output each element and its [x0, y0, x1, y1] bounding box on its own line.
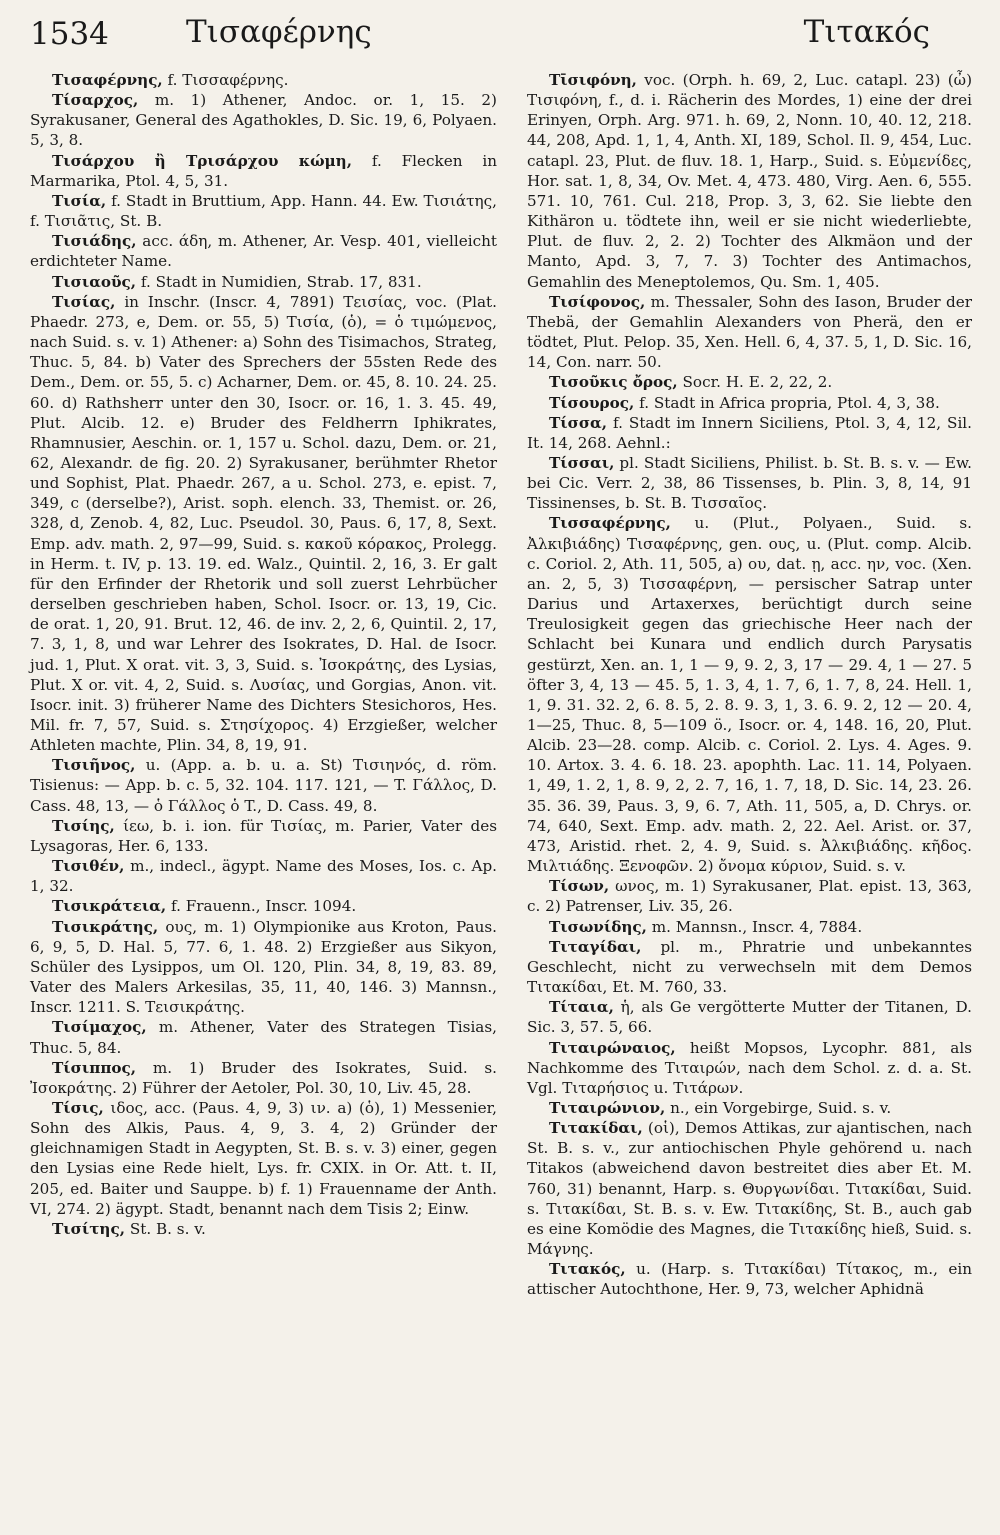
dictionary-entry	[30, 272, 497, 292]
entry-headword: Τισιάδης,	[52, 232, 137, 251]
dictionary-entry	[30, 755, 497, 815]
right-running-head: Τιτακός	[803, 14, 930, 50]
entry-headword: Τισίφονος,	[549, 292, 646, 311]
entry-headword: Τῑσιφόνη,	[549, 71, 637, 89]
entry-headword: Τισικράτεια,	[52, 897, 167, 916]
entry-headword: Τιταιρώναιος,	[549, 1038, 676, 1057]
entry-headword: Τισοῦκις ὄρος,	[549, 373, 678, 392]
entry-headword: Τιτακός,	[549, 1260, 626, 1279]
dictionary-entry	[30, 896, 497, 916]
entry-text: u. (Harp. s. Τιτακίδαι) Τίτακος, m., ein attischer Autochthone, Her. 9, 73, welcher Aphidnä	[527, 1260, 972, 1299]
left-running-head: Τισαφέρνης	[186, 14, 372, 50]
dictionary-entry	[30, 70, 497, 90]
entry-text: acc. άδη, m. Athener, Ar. Vesp. 401, vielleicht erdichteter Name.	[30, 232, 497, 271]
entry-text: heißt Mopsos, Lycophr. 881, als Nachkomme des Τιταιρών, nach dem Schol. z. d. a. St. Vgl. Τιταρήσιος u. Τιτάρων.	[527, 1038, 972, 1097]
entry-text: ωνος, m. 1) Syrakusaner, Plat. epist. 13, 363, c. 2) Patrenser, Liv. 35, 26.	[527, 877, 972, 916]
dictionary-entry	[527, 876, 972, 916]
dictionary-entry	[30, 1098, 497, 1219]
entry-headword: Τίσων,	[549, 877, 610, 896]
entry-headword: Τίσαρχος,	[52, 91, 139, 110]
left-column	[30, 70, 497, 1239]
entry-headword: Τισαφέρνης,	[52, 71, 163, 89]
dictionary-entry	[30, 1017, 497, 1057]
entry-headword: Τισιαοῦς,	[52, 272, 137, 291]
dictionary-entry	[527, 393, 972, 413]
entry-text: n., ein Vorgebirge, Suid. s. v.	[665, 1098, 892, 1117]
entry-headword: Τίσσαι,	[549, 453, 615, 472]
entry-headword: Τίσουρος,	[549, 393, 635, 412]
dictionary-entry	[527, 1118, 972, 1259]
dictionary-entry	[527, 70, 972, 292]
entry-text: m. Athener, Vater des Strategen Tisias, Thuc. 5, 84.	[30, 1018, 497, 1057]
dictionary-entry	[30, 1219, 497, 1239]
entry-text: voc. (Orph. h. 69, 2, Luc. catapl. 23) (ὦ) Τισιφόνη, f., d. i. Rächerin des Mordes, 1) eine der drei Erinyen, Orph. Arg. 971. h. 69, 2, Nonn. 10, 40. 12, 218. 44, 208, Apd. 1, 1, 4, Anth. XI, 189, Schol. Il. 9, 454, Luc. catapl. 23, Plut. de fluv. 18. 1, Harp., Suid. s. Εὐμενίδες, Hor. sat. 1, 8, 34, Ov. Met. 4, 473. 480, Virg. Aen. 6, 555. 571. 10, 761. Cul. 218, Prop. 3, 3, 62. Sie liebte den Kithäron u. tödtete ihn, weil er sie nicht wiederliebte, Plut. de fluv. 2, 2. 2) Tochter des Alkmäon und der Manto, Apd. 3, 7, 7. 3) Tochter des Antimachos, Gemahlin des Meneptolemos, Qu. Sm. 1, 405.	[527, 71, 972, 291]
entry-headword: Τίσιππος,	[52, 1058, 137, 1077]
page-number: 1534	[30, 16, 109, 52]
entry-text: f. Stadt im Innern Siciliens, Ptol. 3, 4, 12, Sil. It. 14, 268. Aehnl.:	[527, 413, 972, 452]
entry-text: ίεω, b. i. ion. für Τισίας, m. Parier, Vater des Lysagoras, Her. 6, 133.	[30, 816, 497, 855]
dictionary-entry	[527, 937, 972, 997]
entry-text: f. Τισσαφέρνης.	[162, 71, 289, 89]
dictionary-entry	[30, 917, 497, 1018]
entry-text: f. Stadt in Africa propria, Ptol. 4, 3, 38.	[634, 393, 940, 412]
entry-text: u. (Plut., Polyaen., Suid. s. Ἀλκιβιάδης) Τισαφέρνης, gen. ους, u. (Plut. comp. Alcib. c. Coriol. 2, Ath. 11, 505, a) ου, dat. ῃ, acc. ην, voc. (Xen. an. 2, 5, 3) Τισσαφέρνη, — persischer Satrap unter Darius und Artaxerxes, berüchtigt durch seine Treulosigkeit gegen das griechische Heer nach der Schlacht bei Kunara und endlich durch Parysatis gestürzt, Xen. an. 1, 1 — 9, 9. 2, 3, 17 — 29. 4, 1 — 27. 5 öfter 3, 4, 13 — 45. 5, 1. 3, 4, 1. 7, 6, 1. 7, 8, 24. Hell. 1, 1, 9. 31. 32. 2, 6. 8. 5, 2. 8. 9. 3, 1, 3. 6. 9. 2, 12 — 20. 4, 1—25, Thuc. 8, 5—109 ö., Isocr. or. 4, 148. 16, 20, Plut. Alcib. 23—28. comp. Alcib. c. Coriol. 2. Lys. 4. Ages. 9. 10. Artox. 3. 4. 6. 18. 23. apophth. Lac. 11. 14, Polyaen. 1, 49, 1. 2, 1, 8. 9, 2, 2. 7, 16, 1. 7, 18, D. Sic. 14, 23. 26. 35. 36. 39, Paus. 3, 9, 6. 7, Ath. 11, 505, a, D. Chrys. or. 74, 640, Sext. Emp. adv. math. 2, 22. Ael. Arist. or. 37, 473, Aristid. rhet. 2, 4. 9, Suid. s. Ἀλκιβιάδης. κῆδος. Μιλτιάδης. Ξενοφῶν. 2) ὄνομα κύριον, Suid. s. v.	[527, 514, 972, 876]
entry-headword: Τισάρχου ἢ Τρισάρχου κώμη,	[52, 151, 352, 170]
dictionary-entry	[527, 513, 972, 876]
entry-headword: Τισιῆνος,	[52, 756, 136, 775]
entry-headword: Τίσις,	[52, 1098, 104, 1117]
dictionary-entry	[30, 90, 497, 150]
entry-text: ιδος, acc. (Paus. 4, 9, 3) ιν. a) (ὁ), 1) Messenier, Sohn des Alkis, Paus. 4, 9, 3. 4, 2) Gründer der gleichnamigen Stadt in Aegypten, St. B. s. v. 3) einer, gegen den Lysias eine Rede hielt, Lys. fr. CXIX. in Or. Att. t. II, 205, ed. Baiter und Sauppe. b) f. 1) Frauenname der Anth. VI, 274. 2) ägypt. Stadt, benannt nach dem Tisis 2; Einw.	[30, 1098, 497, 1218]
entry-headword: Τιτακίδαι,	[549, 1119, 643, 1138]
entry-text: in Inschr. (Inscr. 4, 7891) Τεισίας, voc. (Plat. Phaedr. 273, e, Dem. or. 55, 5) Τισία, (ὁ), = ὁ τιμώμενος, nach Suid. s. v. 1) Athener: a) Sohn des Tisimachos, Strateg, Thuc. 5, 84. b) Vater des Sprechers der 55sten Rede des Dem., Dem. or. 55, 5. c) Acharner, Dem. or. 45, 8. 10. 24. 25. 60. d) Rathsherr unter den 30, Isocr. or. 16, 1. 3. 45. 49, Plut. Alcib. 12. e) Bruder des Feldherrn Iphikrates, Rhamnusier, Aeschin. or. 1, 157 u. Schol. dazu, Dem. or. 21, 62, Alexandr. de fig. 20. 2) Syrakusaner, berühmter Rhetor und Sophist, Plat. Phaedr. 267, a u. Schol. 273, e. epist. 7, 349, c (derselbe?), Arist. soph. elench. 33, Themist. or. 26, 328, d, Zenob. 4, 82, Luc. Pseudol. 30, Paus. 6, 17, 8, Sext. Emp. adv. math. 2, 97—99, Suid. s. κακοῦ κόρακος, Prolegg. in Herm. t. IV, p. 13. 19. ed. Walz., Quintil. 2, 16, 3. Er galt für den Erfinder der Rhetorik und soll zuerst Lehrbücher derselben geschrieben haben, Schol. Isocr. or. 13, 19, Cic. de orat. 1, 20, 91. Brut. 12, 46. de inv. 2, 2, 6, Quintil. 2, 17, 7. 3, 1, 8, und war Lehrer des Isokrates, D. Hal. de Isocr. jud. 1, Plut. X orat. vit. 3, 3, Suid. s. Ἰσοκράτης, des Lysias, Plut. X or. vit. 4, 2, Suid. s. Λυσίας, und Gorgias, Anon. vit. Isocr. init. 3) früherer Name des Dichters Stesichoros, Hes. Mil. fr. 7, 57, Suid. s. Στησίχορος. 4) Erzgießer, welcher Athleten machte, Plin. 34, 8, 19, 91.	[30, 292, 497, 755]
entry-text: St. B. s. v.	[125, 1219, 206, 1238]
dictionary-entry	[30, 151, 497, 191]
right-column	[527, 70, 972, 1300]
entry-text: m., indecl., ägypt. Name des Moses, Ios. c. Ap. 1, 32.	[30, 857, 497, 896]
entry-headword: Τισίμαχος,	[52, 1018, 147, 1037]
dictionary-entry	[527, 997, 972, 1037]
entry-headword: Τισσαφέρνης,	[549, 514, 671, 533]
entry-headword: Τισιθέν,	[52, 857, 125, 876]
dictionary-entry	[527, 413, 972, 453]
entry-headword: Τισίης,	[52, 816, 115, 835]
entry-headword: Τίσσα,	[549, 413, 608, 432]
page-header	[30, 14, 970, 60]
entry-headword: Τισικράτης,	[52, 917, 159, 936]
entry-text: pl. Stadt Siciliens, Philist. b. St. B. s. v. — Ew. bei Cic. Verr. 2, 38, 86 Tissenses, b. Plin. 3, 8, 14, 91 Tissinenses, b. St. B. Τισσαῖος.	[527, 453, 972, 513]
entry-text: ους, m. 1) Olympionike aus Kroton, Paus. 6, 9, 5, D. Hal. 5, 77. 6, 1. 48. 2) Erzgießer aus Sikyon, Schüler des Lysippos, um Ol. 120, Plin. 34, 8, 19, 83. 89, Vater des Malers Arkesilas, 35, 11, 40, 146. 3) Mannsn., Inscr. 1211. S. Τεισικράτης.	[30, 917, 497, 1017]
entry-text: m. 1) Bruder des Isokrates, Suid. s. Ἰσοκράτης. 2) Führer der Aetoler, Pol. 30, 10, Liv. 45, 28.	[30, 1058, 497, 1097]
entry-headword: Τιταγίδαι,	[549, 937, 642, 956]
dictionary-entry	[30, 231, 497, 271]
entry-text: pl. m., Phratrie und unbekanntes Geschlecht, nicht zu verwechseln mit dem Demos Τιτακίδαι, Et. M. 760, 33.	[527, 937, 972, 997]
entry-headword: Τισωνίδης,	[549, 917, 647, 936]
dictionary-entry	[30, 1058, 497, 1098]
dictionary-entry	[527, 292, 972, 373]
dictionary-entry	[527, 1038, 972, 1098]
entry-text: Socr. H. E. 2, 22, 2.	[677, 373, 833, 392]
entry-text: ἡ, als Ge vergötterte Mutter der Titanen, D. Sic. 3, 57. 5, 66.	[527, 998, 972, 1037]
entry-text: f. Frauenn., Inscr. 1094.	[166, 897, 357, 916]
entry-headword: Τισία,	[52, 191, 107, 210]
dictionary-entry	[527, 917, 972, 937]
dictionary-entry	[527, 1098, 972, 1118]
dictionary-entry	[527, 1259, 972, 1299]
entry-text: m. 1) Athener, Andoc. or. 1, 15. 2) Syrakusaner, General des Agathokles, D. Sic. 19, 6, Polyaen. 5, 3, 8.	[30, 91, 497, 150]
entry-headword: Τισίτης,	[52, 1219, 125, 1238]
dictionary-entry	[30, 292, 497, 756]
entry-text: u. (App. a. b. u. a. St) Τισιηνός, d. röm. Tisienus: — App. b. c. 5, 32. 104. 117. 121, — T. Γάλλος, D. Cass. 48, 13, — ὁ Γάλλος ὁ T., D. Cass. 49, 8.	[30, 756, 497, 815]
entry-text: m. Thessaler, Sohn des Iason, Bruder der Thebä, der Gemahlin Alexanders von Pherä, den er tödtet, Plut. Pelop. 35, Xen. Hell. 6, 4, 37. 5, 1, D. Sic. 16, 14, Con. narr. 50.	[527, 292, 972, 372]
dictionary-entry	[527, 453, 972, 513]
entry-text: (οἱ), Demos Attikas, zur ajantischen, nach St. B. s. v., zur antiochischen Phyle gehörend u. nach Titakos (abweichend davon bestreitet dies aber Et. M. 760, 31) benannt, Harp. s. Θυργωνίδαι. Τιτακίδαι, Suid. s. Τιτακίδαι, St. B. s. v. Ew. Τιτακίδης, St. B., auch gab es eine Komödie des Magnes, die Τιτακίδης hieß, Suid. s. Μάγνης.	[527, 1119, 972, 1259]
entry-text: m. Mannsn., Inscr. 4, 7884.	[646, 917, 863, 936]
dictionary-entry	[30, 191, 497, 231]
entry-text: f. Flecken in Marmarika, Ptol. 4, 5, 31.	[30, 151, 497, 190]
entry-headword: Τίταια,	[549, 998, 614, 1017]
entry-headword: Τισίας,	[52, 292, 116, 311]
dictionary-entry	[30, 856, 497, 896]
entry-text: f. Stadt in Numidien, Strab. 17, 831.	[136, 272, 422, 291]
entry-text: f. Stadt in Bruttium, App. Hann. 44. Ew. Τισιάτης, f. Τισιᾶτις, St. B.	[30, 191, 497, 231]
dictionary-entry	[30, 816, 497, 856]
dictionary-entry	[527, 372, 972, 392]
entry-headword: Τιταιρώνιον,	[549, 1098, 666, 1117]
